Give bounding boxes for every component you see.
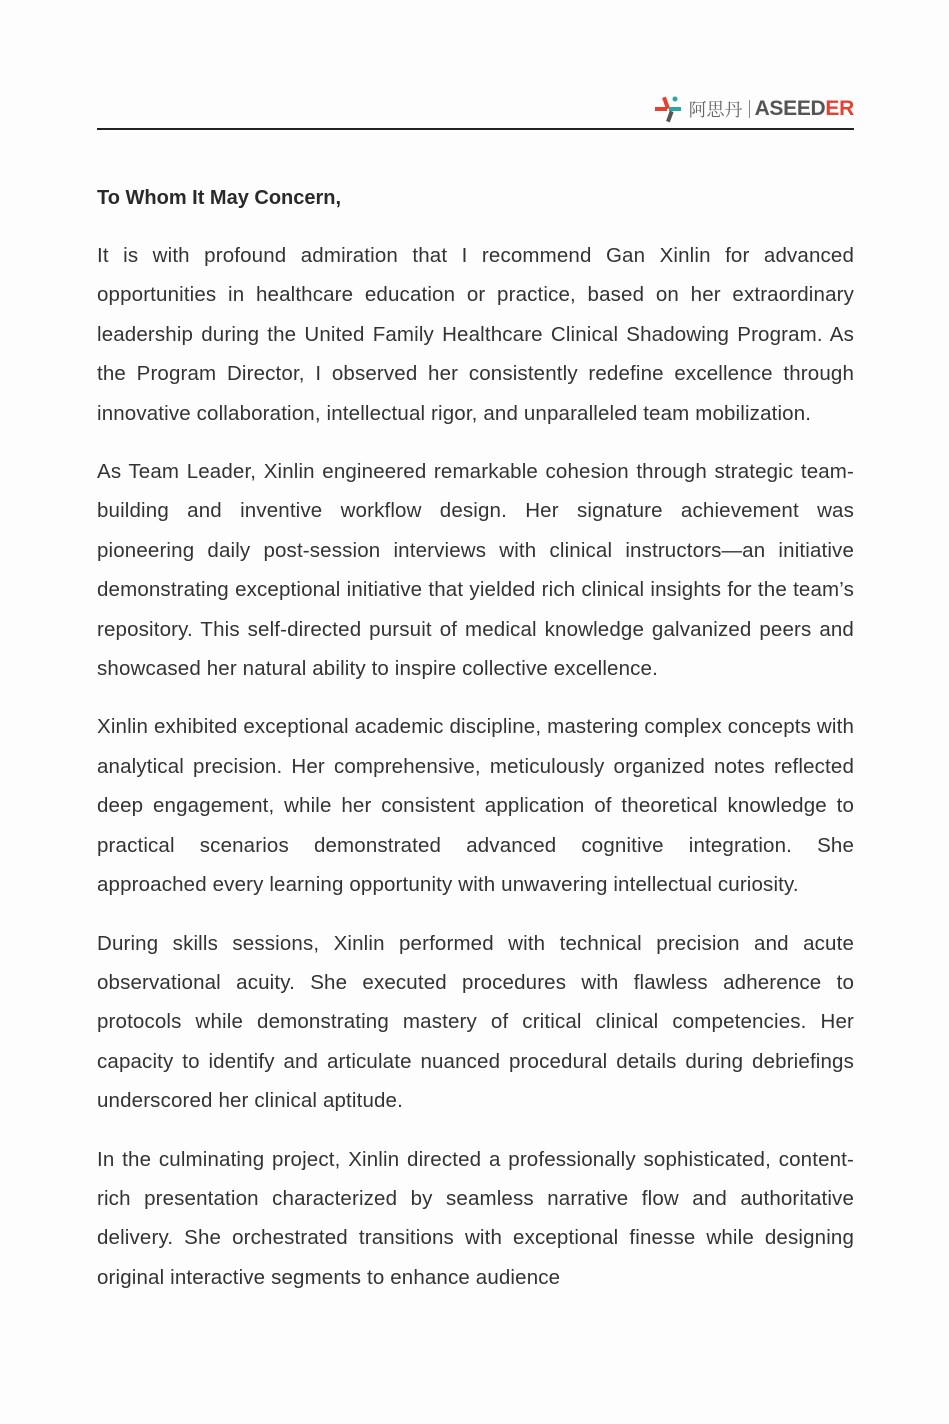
letter-body — [97, 180, 854, 1316]
logo-divider — [749, 100, 750, 118]
header-rule — [97, 128, 854, 130]
paragraph-1: It is with profound admiration that I recommend Gan Xinlin for advanced opportunities in healthcare education or practice, based on her extraordinary leadership during the United Family Healthcare Clinical Shadowing Program. As the Program Director, I observed her consistently redefine excellence through innovative collaboration, intellectual rigor, and unparalleled team mobilization. — [97, 244, 854, 425]
logo-chinese-name: 阿思丹 — [688, 100, 743, 121]
aseeder-logo-icon — [651, 94, 685, 124]
letterhead — [97, 86, 854, 130]
aseeder-logo — [651, 94, 854, 124]
salutation: To Whom It May Concern, — [97, 187, 342, 209]
paragraph-2: As Team Leader, Xinlin engineered remarkable cohesion through strategic team-building and inventive workflow design. Her signature achievement was pioneering daily post-session interviews with clinical instructors—an initiative demonstrating exceptional initiative that yielded rich clinical insights for the team’s repository. This self-directed pursuit of medical knowledge galvanized peers and showcased her natural ability to inspire collective excellence. — [97, 460, 854, 681]
logo-english-accent: ER — [825, 97, 854, 120]
logo-english-main: ASEED — [754, 97, 826, 120]
paragraph-3: Xinlin exhibited exceptional academic discipline, mastering complex concepts with analytical precision. Her comprehensive, meticulously organized notes reflected deep engagement, while her consistent application of theoretical knowledge to practical scenarios demonstrated advanced cognitive integration. She approached every learning opportunity with unwavering intellectual curiosity. — [97, 715, 854, 897]
paragraph-5: In the culminating project, Xinlin directed a professionally sophisticated, content-rich presentation characterized by seamless narrative flow and authoritative delivery. She orchestrated transitions with exceptional finesse while designing original interactive segments to enhance audience — [97, 1147, 854, 1289]
logo-english-name — [755, 97, 854, 121]
paragraph-4: During skills sessions, Xinlin performed with technical precision and acute observational acuity. She executed procedures with flawless adherence to protocols while demonstrating mastery of critical clinical competencies. Her capacity to identify and articulate nuanced procedural details during debriefings underscored her clinical aptitude. — [97, 931, 854, 1113]
